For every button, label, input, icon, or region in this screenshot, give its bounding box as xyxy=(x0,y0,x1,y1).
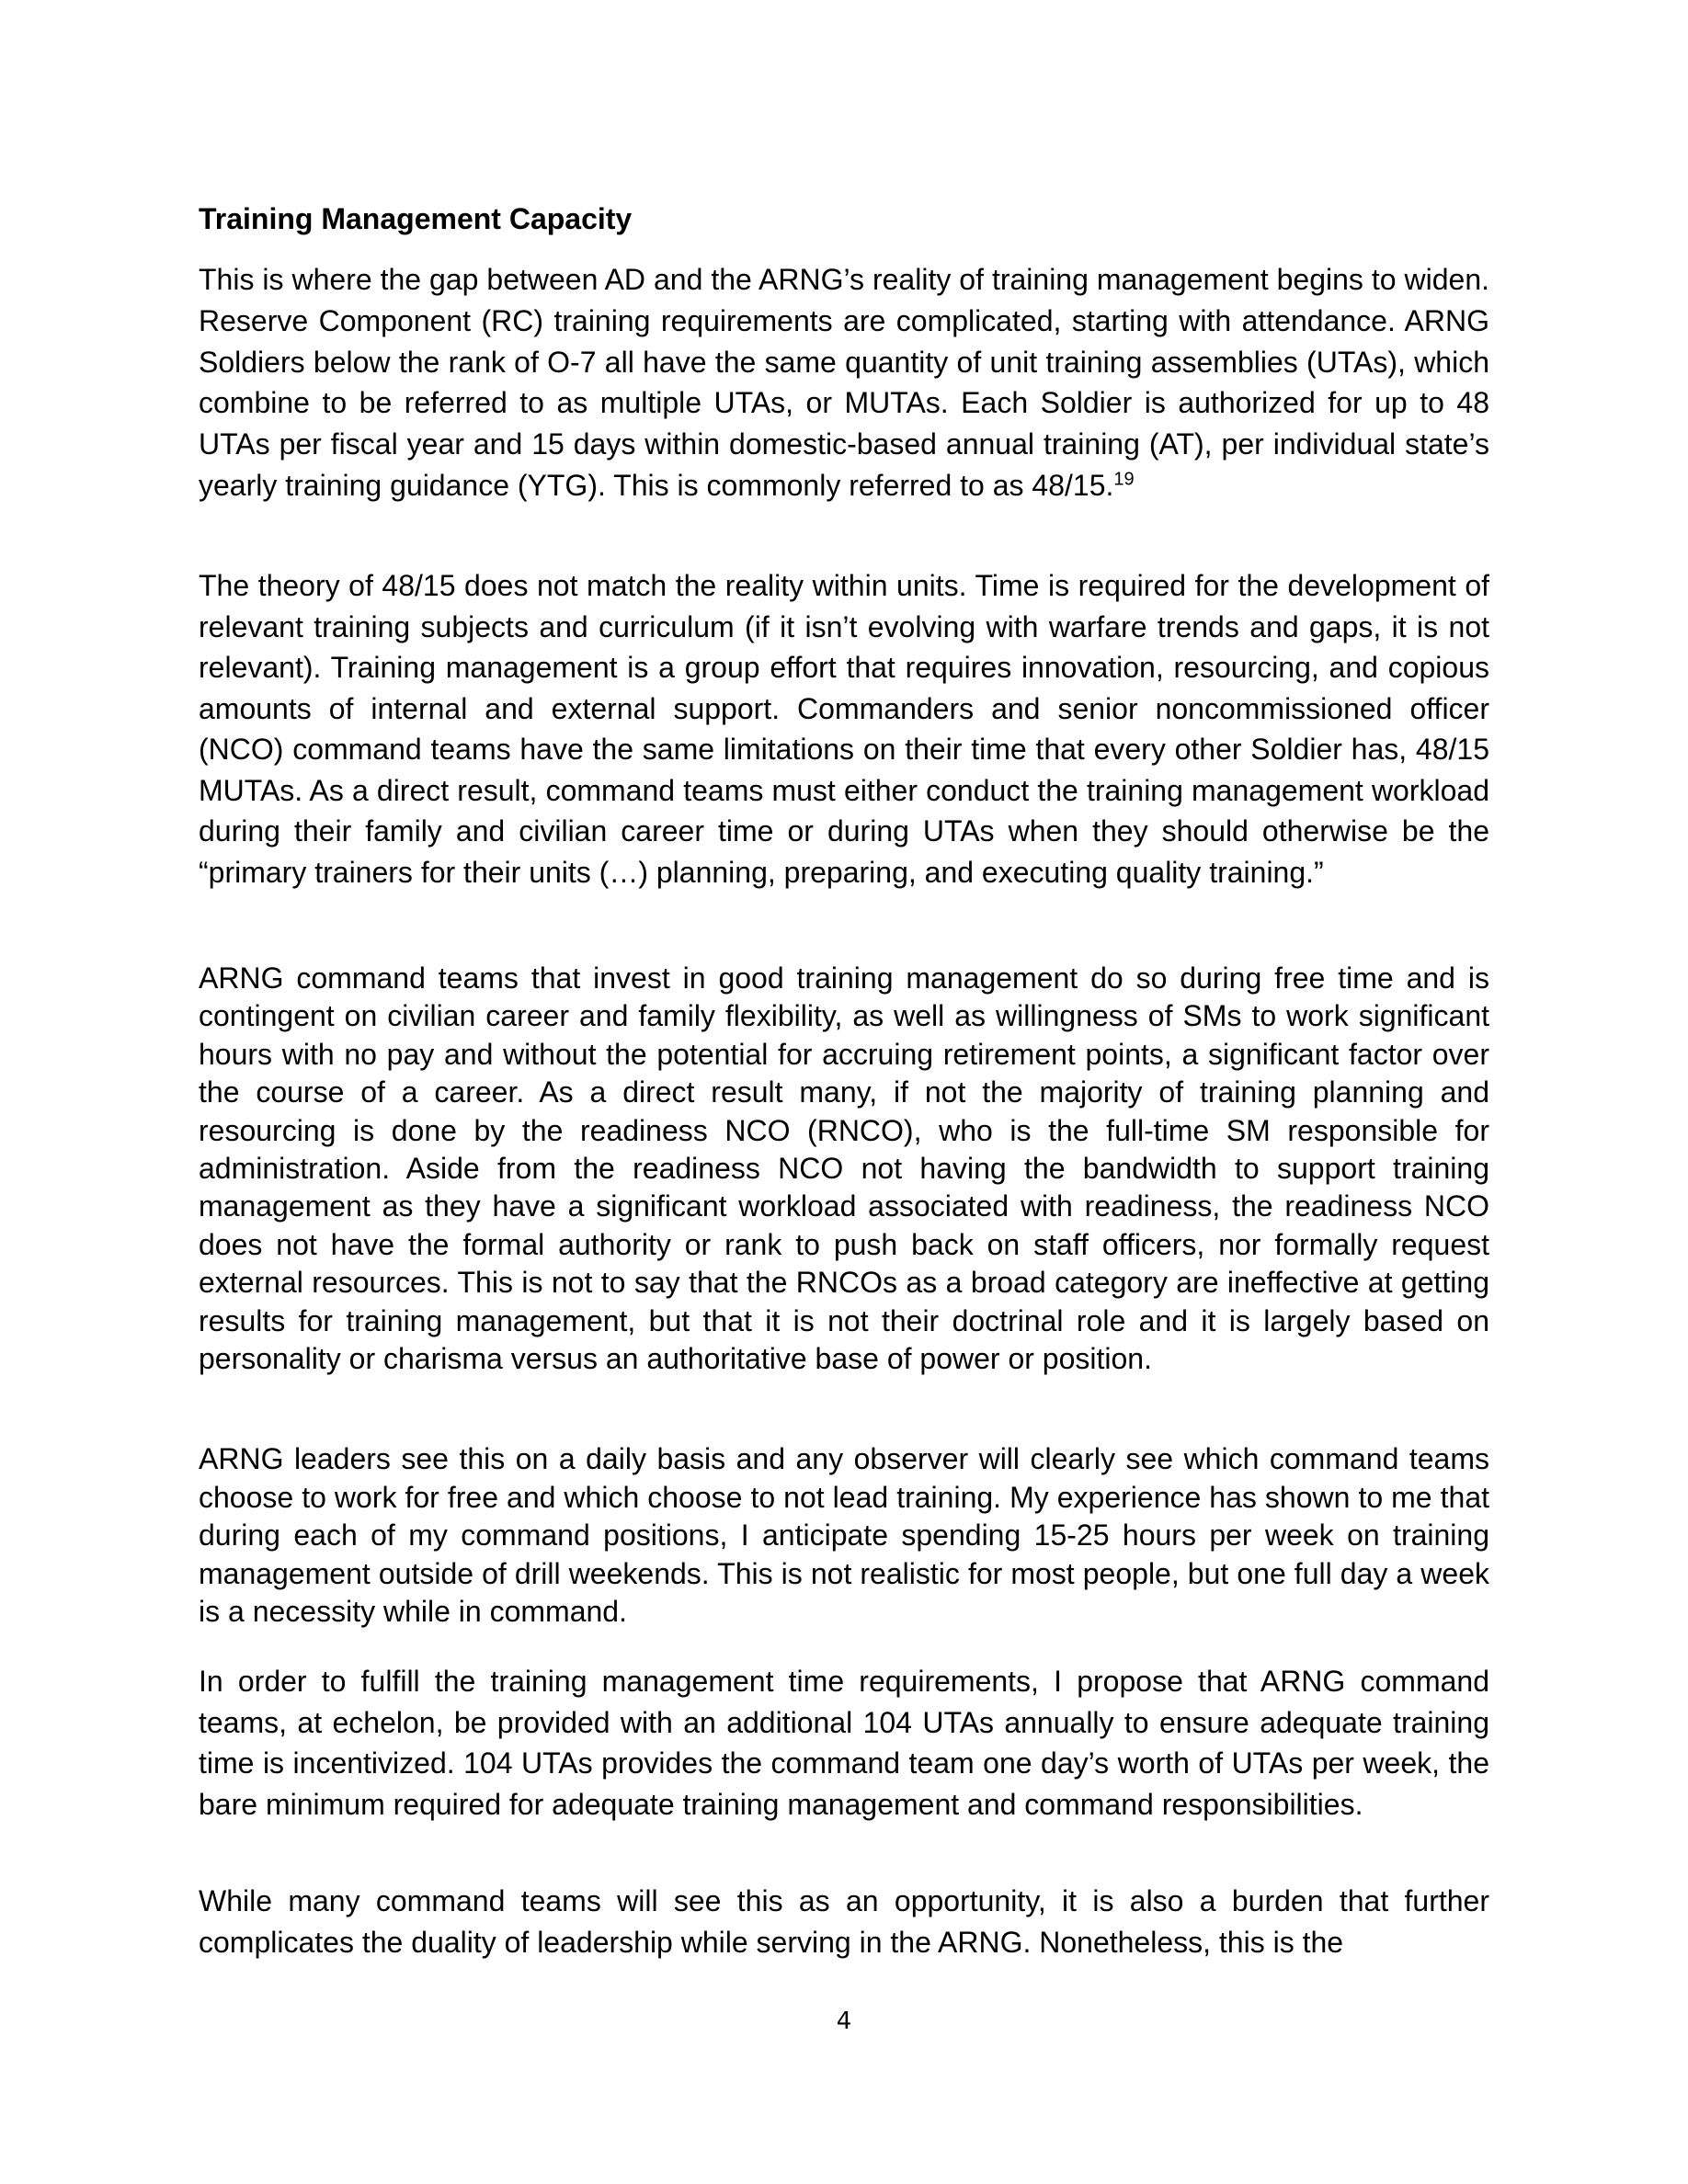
paragraph-text: This is where the gap between AD and the ARNG’s reality of training management begins to widen. Reserve Component (RC) training requirements are complicated, starting with attendance. ARNG Soldiers below the rank of O-7 all have the same quantity of unit training assemblies (UTAs), which combine to be referred to as multiple UTAs, or MUTAs. Each Soldier is authorized for up to 48 UTAs per fiscal year and 15 days within domestic-based annual training (AT), per individual state’s yearly training guidance (YTG). This is commonly referred to as 48/15. xyxy=(199,263,1489,502)
section-heading: Training Management Capacity xyxy=(199,202,633,235)
paragraph-48-15 xyxy=(199,259,1489,506)
document-page xyxy=(199,0,1489,2184)
paragraph-theory: The theory of 48/15 does not match the reality within units. Time is required for the development of relevant training subjects and curriculum (if it isn’t evolving with warfare trends and gaps, it is not relevant). Training management is a group effort that requires innovation, resourcing, and copious amounts of internal and external support. Commanders and senior noncommissioned officer (NCO) command teams have the same limitations on their time that every other Soldier has, 48/15 MUTAs. As a direct result, command teams must either conduct the training management workload during their family and civilian career time or during UTAs when they should otherwise be the “primary trainers for their units (…) planning, preparing, and executing quality training.” xyxy=(199,569,1489,889)
paragraph-proposal: In order to fulfill the training management time requirements, I propose that ARNG command teams, at echelon, be provided with an additional 104 UTAs annually to ensure adequate training time is incentivized. 104 UTAs provides the command team one day’s worth of UTAs per week, the bare minimum required for adequate training management and command responsibilities. xyxy=(199,1665,1489,1821)
paragraph-burden: While many command teams will see this as an opportunity, it is also a burden that further complicates the duality of leadership while serving in the ARNG. Nonetheless, this is the xyxy=(199,1884,1489,1959)
footnote-marker: 19 xyxy=(1113,469,1135,490)
page-number: 4 xyxy=(836,2008,852,2035)
paragraph-experience: ARNG leaders see this on a daily basis and any observer will clearly see which command teams choose to work for free and which choose to not lead training. My experience has shown to me that during each of my command positions, I anticipate spending 15-25 hours per week on training management outside of drill weekends. This is not realistic for most people, but one full day a week is a necessity while in command. xyxy=(199,1442,1489,1628)
paragraph-command-teams: ARNG command teams that invest in good training management do so during free time and is contingent on civilian career and family flexibility, as well as willingness of SMs to work significant hours with no pay and without the potential for accruing retirement points, a significant factor over the course of a career. As a direct result many, if not the majority of training planning and resourcing is done by the readiness NCO (RNCO), who is the full-time SM responsible for administration. Aside from the readiness NCO not having the bandwidth to support training management as they have a significant workload associated with readiness, the readiness NCO does not have the formal authority or rank to push back on staff officers, nor formally request external resources. This is not to say that the RNCOs as a broad category are ineffective at getting results for training management, but that it is not their doctrinal role and it is largely based on personality or charisma versus an authoritative base of power or position. xyxy=(199,961,1489,1376)
